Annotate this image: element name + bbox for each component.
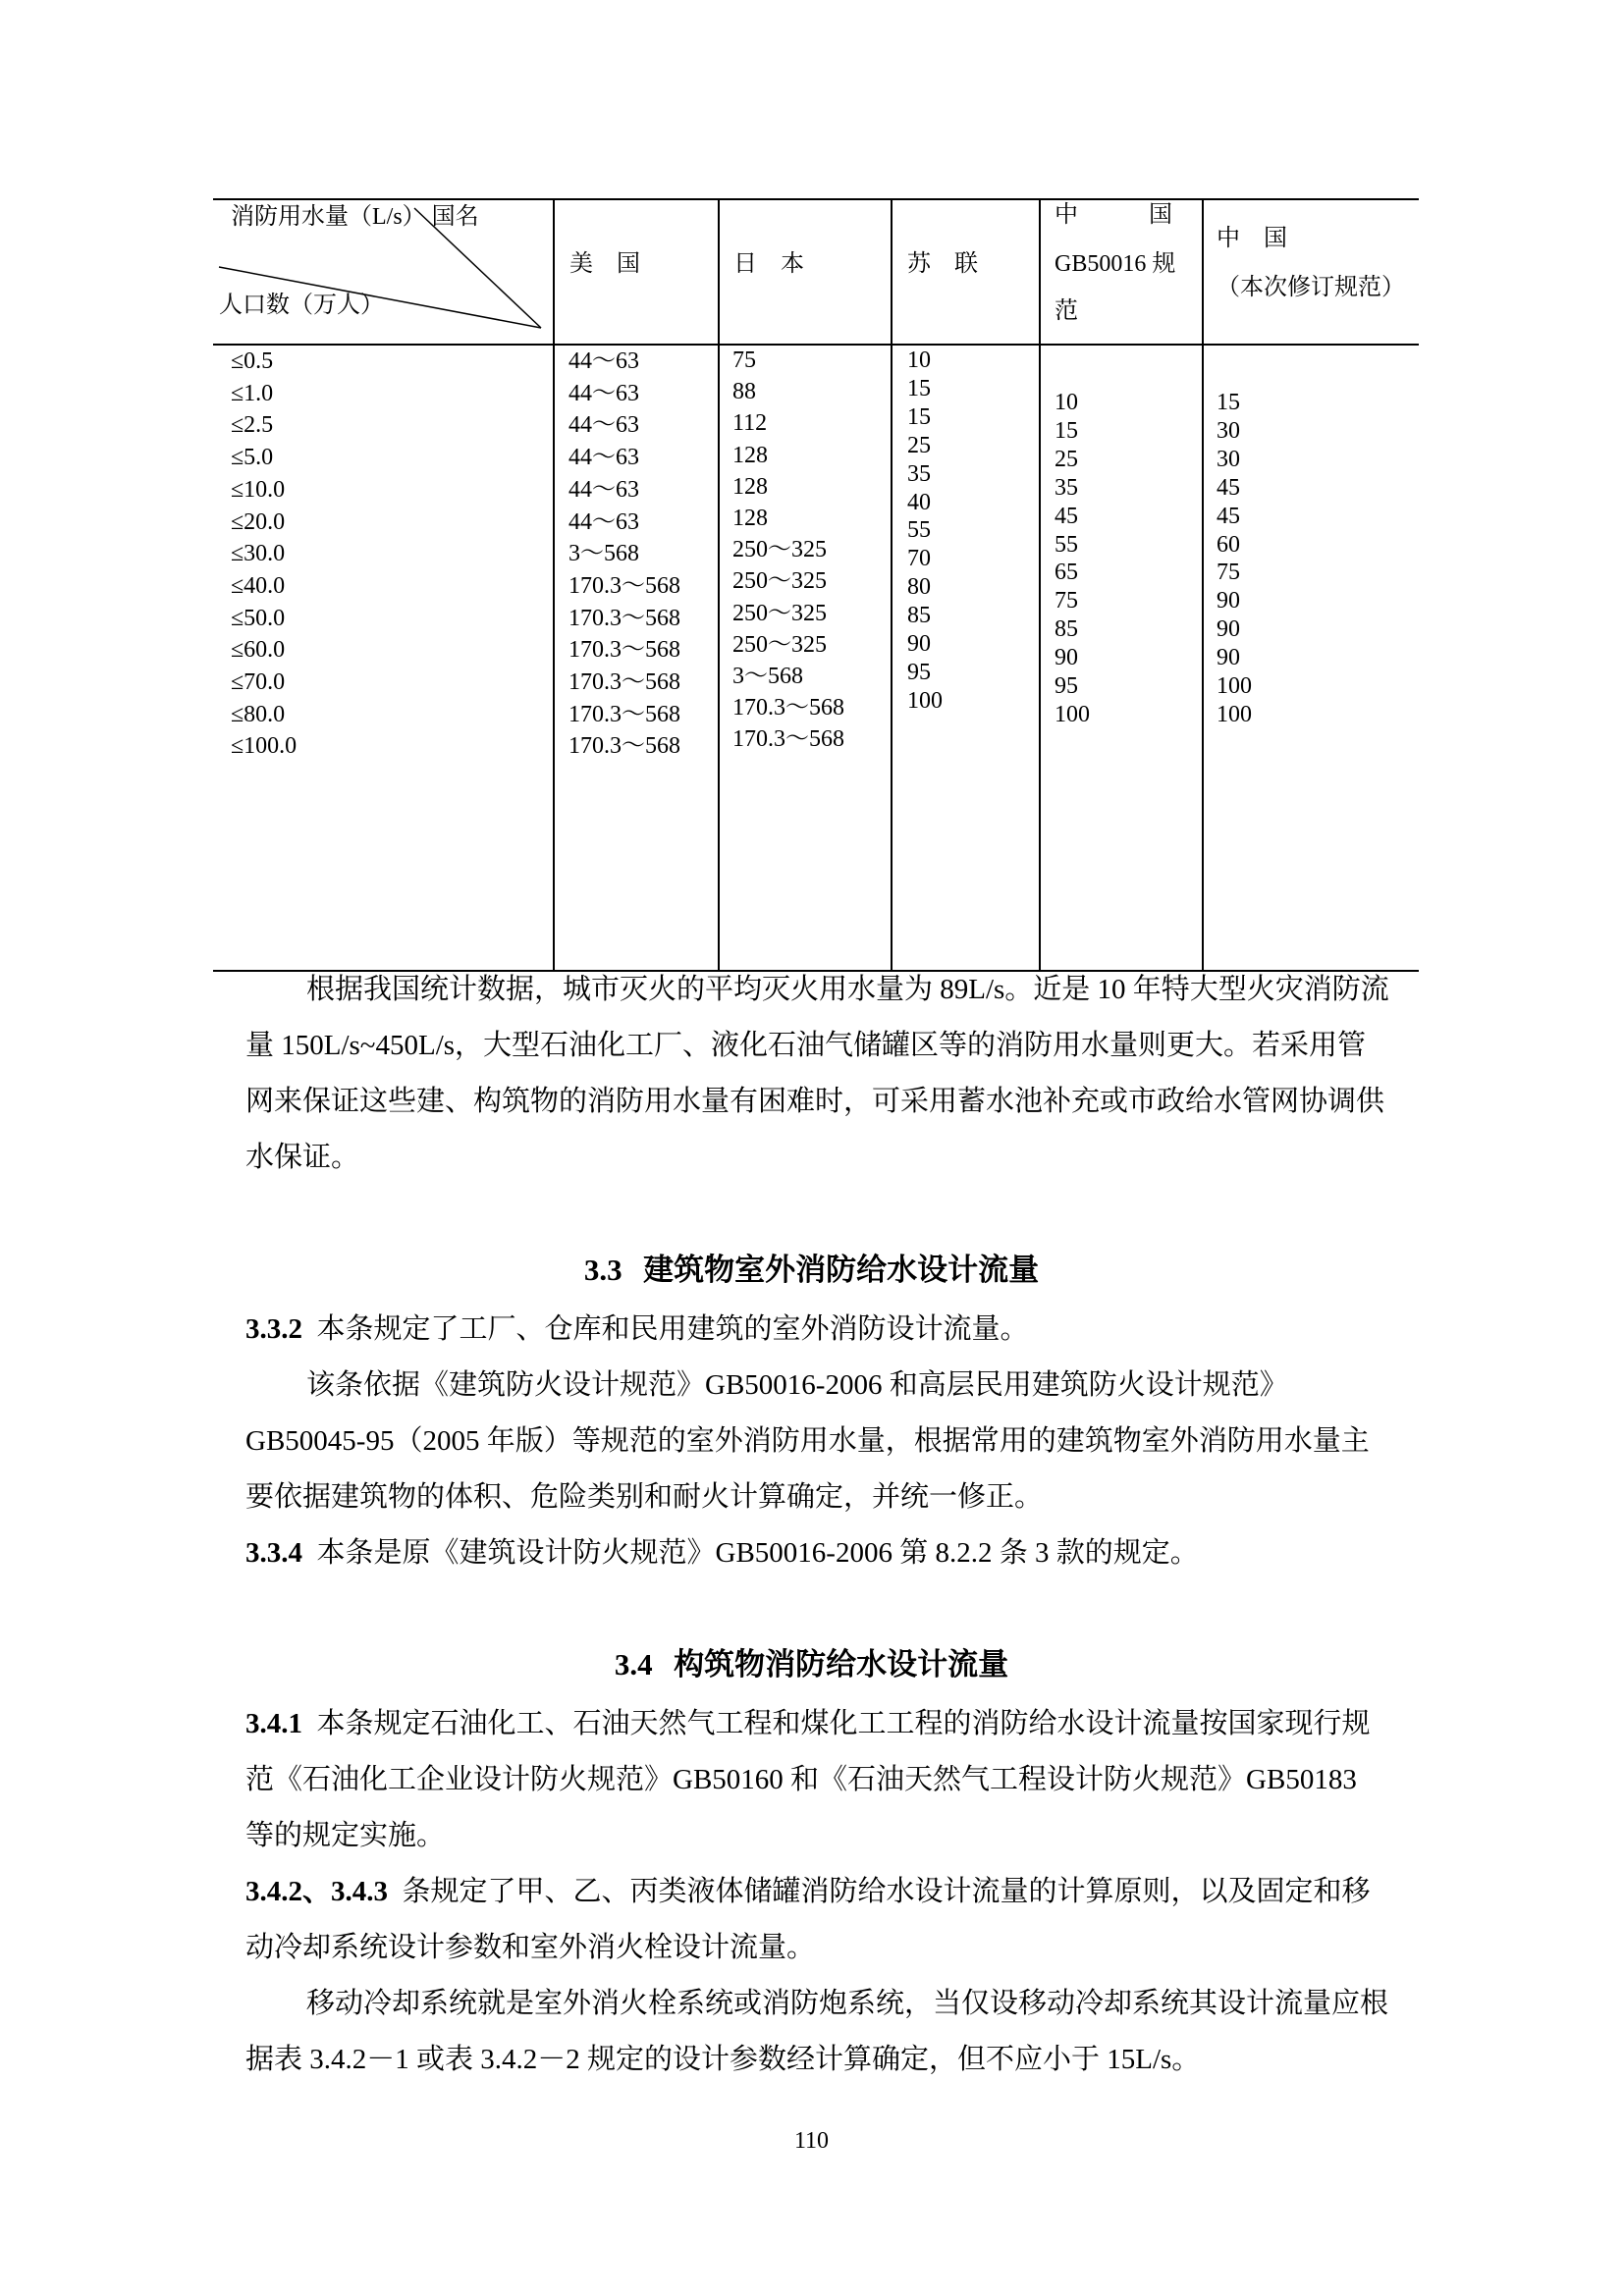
section-number: 3.3	[583, 1253, 622, 1287]
table-cell: ≤10.0	[231, 476, 286, 503]
table-cell: 90	[1217, 588, 1240, 614]
clause-3-4	[245, 1696, 1389, 2088]
table-col-divider	[1202, 198, 1204, 970]
table-col-divider	[718, 198, 720, 970]
table-cell: 75	[1217, 560, 1240, 586]
table-cell: 44～63	[568, 508, 639, 535]
header-diag-bottom-label: 人口数（万人）	[219, 293, 384, 318]
table-col-divider	[553, 198, 555, 970]
table-cell: ≤20.0	[231, 508, 286, 535]
table-cell: 170.3～568	[568, 605, 680, 631]
table-cell: 15	[907, 403, 931, 430]
header-china-old-line1: 中 国	[1055, 202, 1172, 228]
header-china-new-line2: （本次修订规范）	[1217, 275, 1405, 300]
header-china-new-line1: 中 国	[1217, 226, 1287, 251]
table-cell: 55	[1055, 531, 1078, 558]
table-cell: 30	[1217, 446, 1240, 472]
clause-3-3-2	[245, 1302, 1389, 1581]
table-cell: ≤70.0	[231, 669, 286, 695]
table-cell: 40	[907, 489, 931, 515]
clause-3-3-2-explanation: 该条依据《建筑防火设计规范》GB50016-2006 和高层民用建筑防火设计规范》GB50045-95（2005 年版）等规范的室外消防用水量，根据常用的建筑物室外消防用水量主要依据建筑物的体积、危险类别和耐火计算确定，并统一修正。	[245, 1369, 1370, 1513]
table-cell: 25	[907, 432, 931, 458]
table-cell: 45	[1217, 474, 1240, 501]
table-cell: ≤1.0	[231, 380, 274, 406]
table-col-divider	[1039, 198, 1041, 970]
table-cell: 60	[1217, 531, 1240, 558]
table-cell: ≤60.0	[231, 637, 286, 664]
table-cell: 44～63	[568, 476, 639, 503]
section-heading-3-4	[0, 1639, 1623, 1683]
table-cell: 100	[907, 687, 943, 714]
table-cell: ≤2.5	[231, 412, 274, 439]
table-cell: 88	[732, 379, 756, 405]
table-cell: ≤0.5	[231, 348, 274, 374]
clause-text: 本条是原《建筑设计防火规范》GB50016-2006 第 8.2.2 条 3 款的规定。	[316, 1537, 1199, 1569]
table-cell: ≤40.0	[231, 572, 286, 599]
fire-water-table	[213, 198, 1419, 972]
table-cell: 90	[1217, 616, 1240, 643]
table-cell: 15	[1055, 417, 1078, 444]
table-cell: 15	[907, 375, 931, 401]
table-cell: 44～63	[568, 412, 639, 439]
clause-number: 3.3.4	[245, 1537, 302, 1569]
table-cell: 10	[907, 347, 931, 373]
table-cell: 90	[907, 631, 931, 657]
table-col-divider	[891, 198, 893, 970]
table-cell: 10	[1055, 390, 1078, 415]
paragraph-statistics	[245, 962, 1389, 1186]
table-cell: ≤5.0	[231, 445, 274, 471]
table-cell: 45	[1055, 503, 1078, 529]
table-cell: 85	[907, 603, 931, 629]
table-cell: 170.3～568	[568, 669, 680, 695]
table-cell: 70	[907, 546, 931, 572]
table-cell: 44～63	[568, 445, 639, 471]
table-cell: 170.3～568	[568, 637, 680, 664]
table-cell: 90	[1055, 645, 1078, 671]
table-cell: 30	[1217, 417, 1240, 444]
header-china-old-line3: 范	[1055, 298, 1078, 324]
table-cell: 3～568	[732, 664, 803, 689]
table-cell: 128	[732, 506, 768, 531]
section-number: 3.4	[614, 1647, 653, 1682]
table-cell: 35	[907, 460, 931, 487]
header-ussr: 苏 联	[907, 251, 978, 277]
table-cell: 75	[732, 347, 756, 373]
table-cell: ≤80.0	[231, 701, 286, 727]
table-cell: 95	[1055, 673, 1078, 699]
table-cell: 250～325	[732, 568, 827, 595]
table-cell: 95	[907, 659, 931, 685]
page-number: 110	[793, 2128, 830, 2154]
table-cell: 44～63	[568, 348, 639, 374]
clause-number: 3.4.2、3.4.3	[245, 1876, 389, 1907]
table-cell: 90	[1217, 645, 1240, 671]
table-cell: 15	[1217, 390, 1240, 415]
table-cell: 128	[732, 473, 768, 500]
table-cell: 170.3～568	[568, 701, 680, 727]
section-heading-3-3	[0, 1245, 1623, 1289]
header-usa: 美 国	[569, 251, 640, 277]
table-cell: 75	[1055, 588, 1078, 614]
table-cell: 80	[907, 574, 931, 601]
table-cell: 100	[1055, 701, 1090, 727]
table-cell: 65	[1055, 560, 1078, 586]
statistics-text: 根据我国统计数据，城市灭火的平均灭火用水量为 89L/s。近是 10 年特大型火灾消防流量 150L/s~450L/s，大型石油化工厂、液化石油气储罐区等的消防用水量则更大。若采用管网来保证这些建、构筑物的消防用水量有困难时，可采用蓄水池补充或市政给水管网协调供水保证。	[245, 974, 1389, 1173]
table-cell: 112	[732, 410, 768, 437]
clause-text: 条规定了甲、乙、丙类液体储罐消防给水设计流量的计算原则，以及固定和移动冷却系统设计参数和室外消火栓设计流量。	[245, 1876, 1371, 1963]
table-cell: 250～325	[732, 537, 827, 563]
table-cell: 170.3～568	[732, 695, 844, 721]
table-cell: 55	[907, 517, 931, 544]
table-cell: ≤30.0	[231, 541, 286, 567]
section-title: 建筑物室外消防给水设计流量	[643, 1253, 1040, 1288]
table-cell: ≤50.0	[231, 605, 286, 631]
header-japan: 日 本	[733, 251, 804, 277]
table-cell: 25	[1055, 446, 1078, 472]
table-cell: 250～325	[732, 631, 827, 658]
table-cell: 3～568	[568, 541, 639, 567]
table-cell: 170.3～568	[732, 726, 844, 753]
table-cell: 100	[1217, 701, 1252, 727]
table-cell: 128	[732, 442, 768, 468]
header-diag-top-label: 消防用水量（L/s） 国名	[231, 204, 479, 230]
clause-number: 3.4.1	[245, 1708, 302, 1739]
table-cell: 85	[1055, 616, 1078, 643]
table-cell: 170.3～568	[568, 733, 680, 760]
table-cell: 44～63	[568, 380, 639, 406]
table-cell: 35	[1055, 474, 1078, 501]
table-cell: 250～325	[732, 600, 827, 626]
header-china-old-line2: GB50016 规	[1055, 251, 1176, 277]
clause-number: 3.3.2	[245, 1313, 302, 1345]
clause-text: 本条规定石油化工、石油天然气工程和煤化工工程的消防给水设计流量按国家现行规范《石油化工企业设计防火规范》GB50160 和《石油天然气工程设计防火规范》GB50183 等的规定实施。	[245, 1708, 1371, 1851]
mobile-cooling-text: 移动冷却系统就是室外消火栓系统或消防炮系统，当仅设移动冷却系统其设计流量应根据表 3.4.2－1 或表 3.4.2－2 规定的设计参数经计算确定，但不应小于 15L/s。	[245, 1988, 1389, 2075]
table-cell: 100	[1217, 673, 1252, 699]
table-cell: 45	[1217, 503, 1240, 529]
section-title: 构筑物消防给水设计流量	[674, 1647, 1009, 1682]
table-header-rule	[213, 344, 1419, 346]
table-cell: 170.3～568	[568, 572, 680, 599]
clause-text: 本条规定了工厂、仓库和民用建筑的室外消防设计流量。	[316, 1313, 1029, 1345]
table-cell: ≤100.0	[231, 733, 298, 760]
